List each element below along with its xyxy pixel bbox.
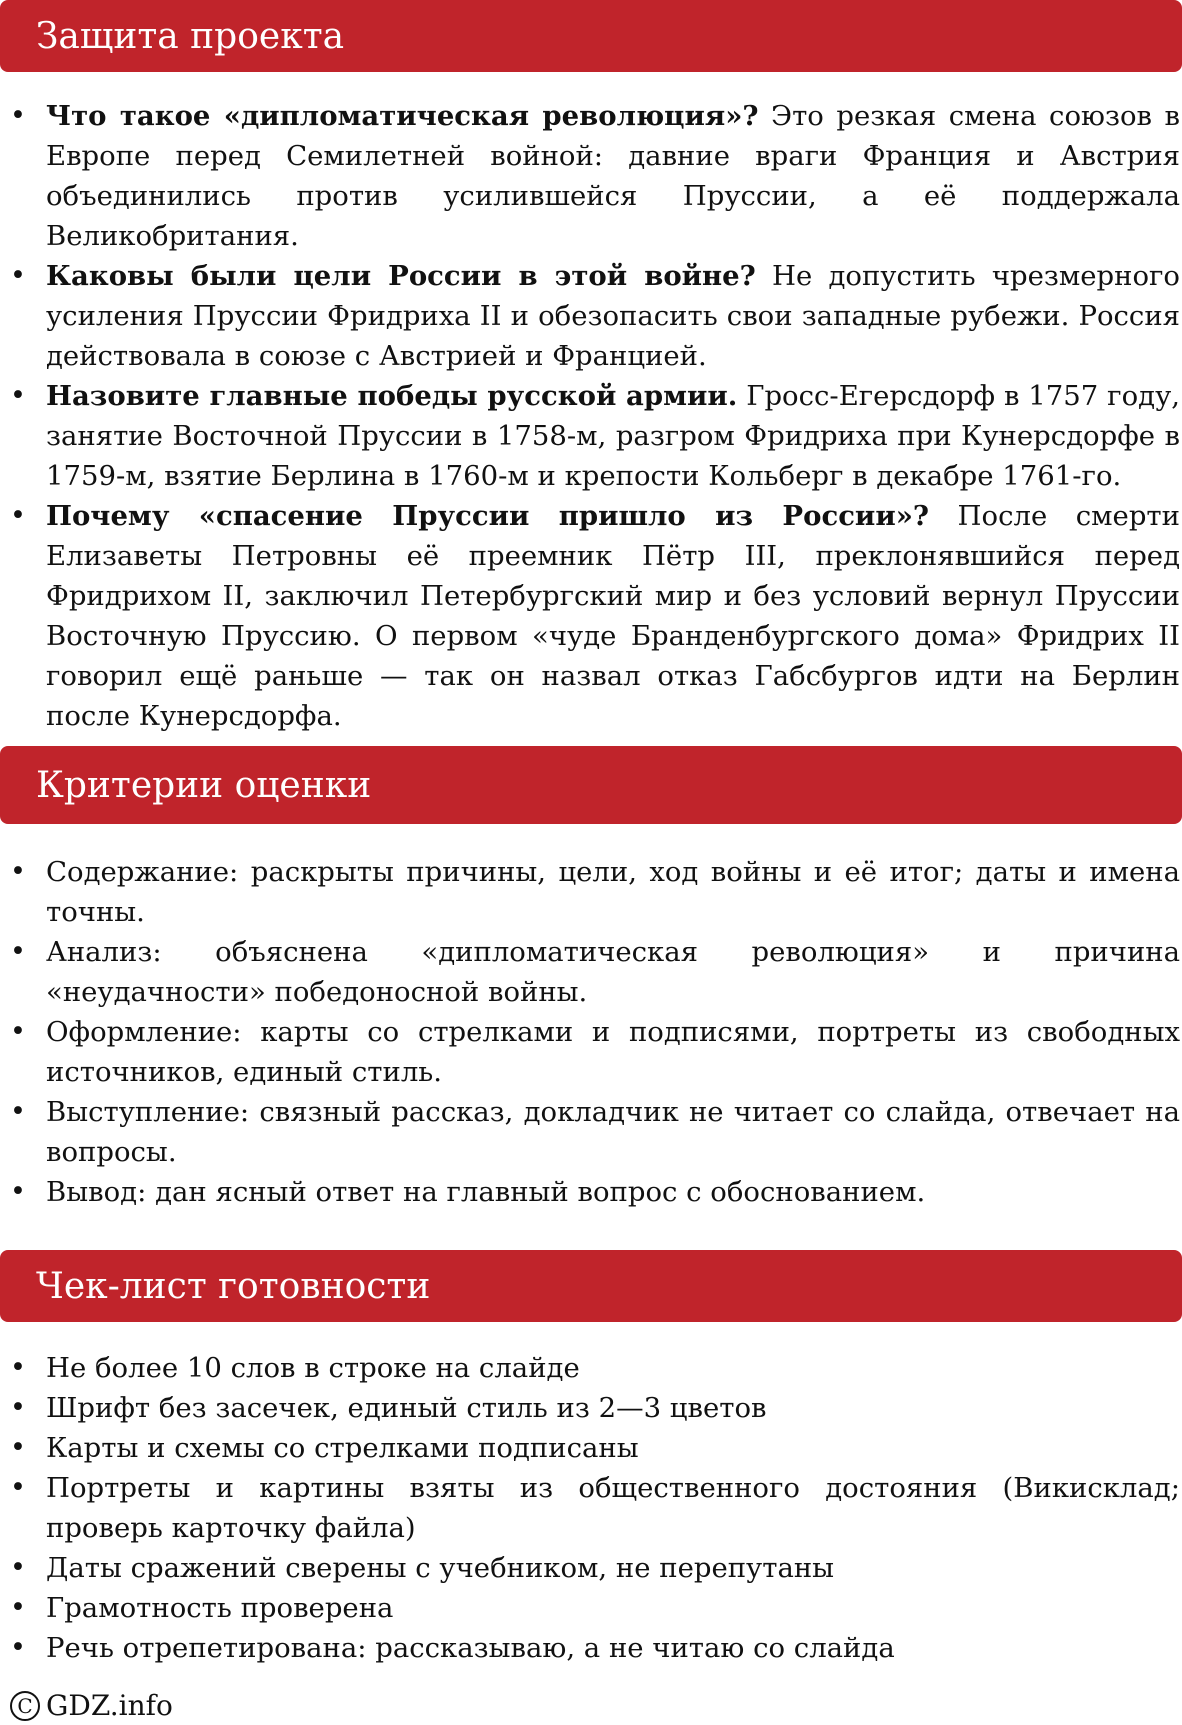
criteria-text: Выступление: связный рассказ, докладчик не читает со слайда, отвечает на вопросы. (46, 1096, 1180, 1168)
question-text: Что такое «дипломатическая революция»? (46, 100, 759, 132)
question-text: Почему «спасение Пруссии пришло из России»? (46, 500, 930, 532)
list-item (10, 1588, 1180, 1628)
bullet: • (10, 1472, 26, 1503)
list-item (10, 932, 1180, 1012)
criteria-text: Оформление: карты со стрелками и подписями, портреты из свободных источников, единый стиль. (46, 1016, 1180, 1088)
checklist-text: Даты сражений сверены с учебником, не перепутаны (46, 1552, 835, 1584)
criteria-text: Содержание: раскрыты причины, цели, ход войны и её итог; даты и имена точны. (46, 856, 1180, 928)
checklist-text: Шрифт без засечек, единый стиль из 2—3 цветов (46, 1392, 767, 1424)
list-item (10, 852, 1180, 932)
list-item (10, 1092, 1180, 1172)
copyright-icon: C (10, 1691, 40, 1721)
criteria-text: Анализ: объяснена «дипломатическая революция» и причина «неудачности» победоносной войны. (46, 936, 1180, 1008)
section-title: Чек-лист готовности (36, 1265, 431, 1307)
question-text: Каковы были цели России в этой войне? (46, 260, 756, 292)
list-item (10, 1388, 1180, 1428)
list-item (10, 96, 1180, 256)
list-item (10, 1348, 1180, 1388)
bullet: • (10, 380, 26, 411)
bullet: • (10, 1592, 26, 1623)
answer-text: После смерти Елизаветы Петровны её преемник Пётр III, преклонявшийся перед Фридрихом II, заключил Петербургский мир и без условий вернул Пруссии Восточную Пруссию. О первом «чуде Бранденбургского дома» Фридрих II говорил ещё раньше — так он назвал отказ Габсбургов идти на Берлин после Кунерсдорфа. (46, 500, 1180, 732)
criteria-list (10, 852, 1180, 1212)
bullet: • (10, 1352, 26, 1383)
list-item (10, 1012, 1180, 1092)
list-item (10, 496, 1180, 736)
list-item (10, 1468, 1180, 1548)
footer-text: GDZ.info (46, 1689, 173, 1722)
section-header-criteria (0, 746, 1182, 824)
criteria-text: Вывод: дан ясный ответ на главный вопрос с обоснованием. (46, 1176, 926, 1208)
bullet: • (10, 1016, 26, 1047)
answer-text: Это резкая смена союзов в Европе перед Семилетней войной: давние враги Франция и Австрия объединились против усилившейся Пруссии, а её поддержала Великобритания. (46, 100, 1180, 252)
checklist-text: Не более 10 слов в строке на слайде (46, 1352, 580, 1384)
list-item (10, 376, 1180, 496)
section-title: Защита проекта (36, 15, 345, 57)
checklist-text: Речь отрепетирована: рассказываю, а не читаю со слайда (46, 1632, 895, 1664)
checklist (10, 1348, 1180, 1668)
bullet: • (10, 100, 26, 131)
bullet: • (10, 1552, 26, 1583)
bullet: • (10, 260, 26, 291)
copyright-footer (10, 1689, 173, 1723)
answer-text: Гросс-Егерсдорф в 1757 году, занятие Восточной Пруссии в 1758-м, разгром Фридриха при Кунерсдорфе в 1759-м, взятие Берлина в 1760-м и крепости Кольберг в декабре 1761-го. (46, 380, 1180, 492)
list-item (10, 256, 1180, 376)
bullet: • (10, 1096, 26, 1127)
bullet: • (10, 856, 26, 887)
checklist-text: Портреты и картины взяты из общественного достояния (Викисклад; проверь карточку файла) (46, 1472, 1180, 1544)
defense-question-list (10, 96, 1180, 736)
list-item (10, 1628, 1180, 1668)
answer-text: Не допустить чрезмерного усиления Пруссии Фридриха II и обезопасить свои западные рубежи. Россия действовала в союзе с Австрией и Францией. (46, 260, 1180, 372)
bullet: • (10, 1432, 26, 1463)
bullet: • (10, 500, 26, 531)
checklist-text: Грамотность проверена (46, 1592, 394, 1624)
bullet: • (10, 1392, 26, 1423)
list-item (10, 1548, 1180, 1588)
list-item (10, 1172, 1180, 1212)
section-header-checklist (0, 1250, 1182, 1322)
bullet: • (10, 936, 26, 967)
bullet: • (10, 1176, 26, 1207)
section-header-defense (0, 0, 1182, 72)
checklist-text: Карты и схемы со стрелками подписаны (46, 1432, 639, 1464)
section-title: Критерии оценки (36, 764, 372, 806)
question-text: Назовите главные победы русской армии. (46, 380, 738, 412)
bullet: • (10, 1632, 26, 1663)
list-item (10, 1428, 1180, 1468)
